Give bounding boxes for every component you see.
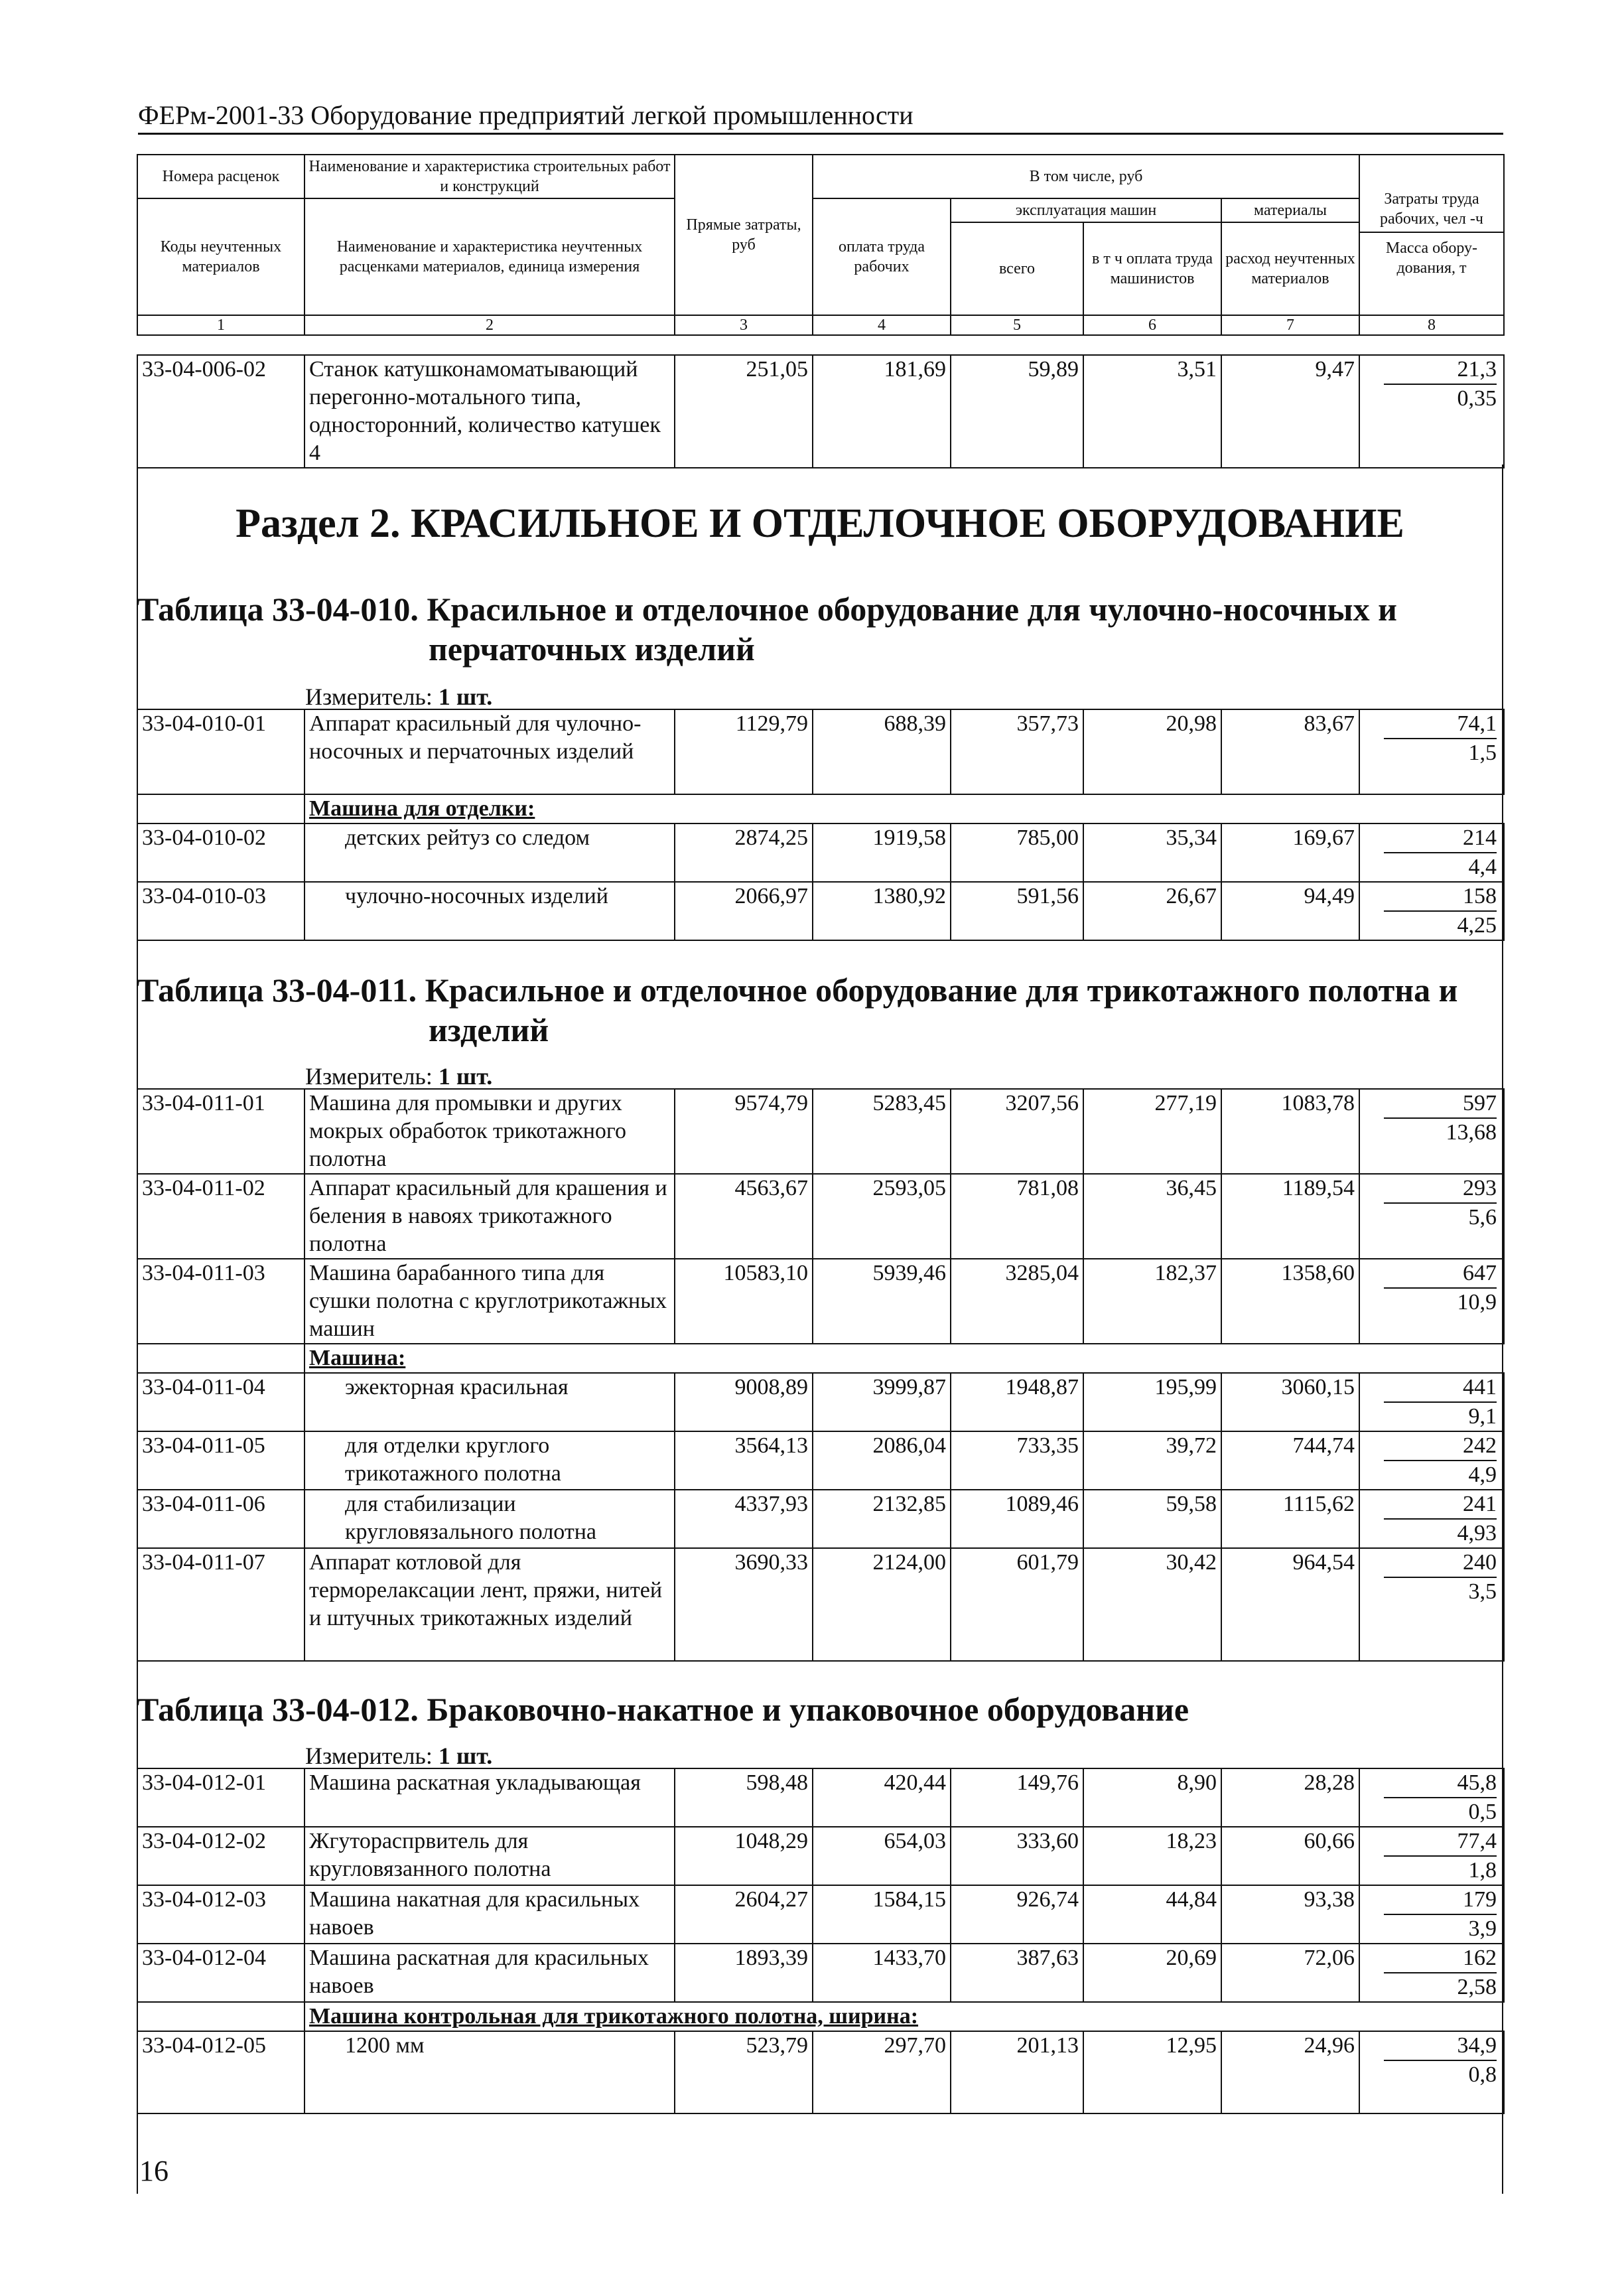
rate-name: эжекторная красильная — [304, 1373, 675, 1431]
labor-cost: 688,39 — [813, 709, 951, 794]
table-row — [137, 1768, 1504, 1827]
labor-cost: 1380,92 — [813, 882, 951, 940]
equipment-mass: 10,9 — [1457, 1290, 1497, 1315]
table-row — [137, 2031, 1504, 2113]
rate-code: 33-04-011-05 — [137, 1431, 304, 1490]
rate-code: 33-04-011-06 — [137, 1490, 304, 1548]
direct-cost: 2604,27 — [675, 1885, 813, 1944]
rate-name: Жгутораспрвитель для кругловязанного полотна — [304, 1827, 675, 1885]
rate-code: 33-04-011-03 — [137, 1259, 304, 1344]
section-title: Раздел 2. КРАСИЛЬНОЕ И ОТДЕЛОЧНОЕ ОБОРУДОВАНИЕ — [236, 501, 1404, 546]
rate-name: Машина раскатная для красильных навоев — [304, 1944, 675, 2002]
labor-mass — [1359, 1373, 1504, 1431]
subheading: Машина: — [304, 1344, 1504, 1373]
table-row — [137, 823, 1504, 882]
page-number: 16 — [139, 2155, 169, 2187]
table-row — [137, 1089, 1504, 1174]
col1-header-top: Номера расценок — [137, 155, 304, 198]
machinist-cost: 182,37 — [1083, 1259, 1221, 1344]
col-number: 2 — [304, 315, 675, 335]
rate-name: Машина раскатная укладывающая — [304, 1768, 675, 1827]
direct-cost: 9574,79 — [675, 1089, 813, 1174]
labor-hours: 158 — [1384, 883, 1497, 912]
labor-cost: 297,70 — [813, 2031, 951, 2113]
table-row — [137, 355, 1504, 468]
labor-cost: 5939,46 — [813, 1259, 951, 1344]
direct-cost: 1129,79 — [675, 709, 813, 794]
machine-cost: 3207,56 — [951, 1089, 1083, 1174]
material-cost: 1358,60 — [1221, 1259, 1359, 1344]
labor-cost: 1919,58 — [813, 823, 951, 882]
material-cost: 94,49 — [1221, 882, 1359, 940]
col8-header — [1359, 155, 1504, 315]
labor-mass — [1359, 1259, 1504, 1344]
unit-label: Измеритель: 1 шт. — [305, 1063, 493, 1090]
machine-cost: 926,74 — [951, 1885, 1083, 1944]
subheading-row — [137, 794, 1504, 823]
rate-code: 33-04-010-01 — [137, 709, 304, 794]
col8-header-top: Затраты труда рабочих, чел -ч — [1360, 186, 1503, 233]
unit-label: Измеритель: 1 шт. — [305, 1743, 493, 1769]
labor-hours: 597 — [1384, 1090, 1497, 1119]
machinist-cost: 20,98 — [1083, 709, 1221, 794]
direct-cost: 10583,10 — [675, 1259, 813, 1344]
labor-mass — [1359, 1548, 1504, 1661]
labor-hours: 21,3 — [1384, 356, 1497, 385]
machine-cost: 333,60 — [951, 1827, 1083, 1885]
labor-hours: 74,1 — [1384, 710, 1497, 739]
equipment-mass: 0,8 — [1468, 2062, 1497, 2087]
equipment-mass: 3,9 — [1468, 1916, 1497, 1941]
subheading-row — [137, 1344, 1504, 1373]
col8-header-bottom: Масса обору-дования, т — [1385, 240, 1478, 277]
machinist-cost: 44,84 — [1083, 1885, 1221, 1944]
unit-label: Измеритель: 1 шт. — [305, 683, 493, 710]
equipment-mass: 4,9 — [1468, 1463, 1497, 1487]
table-title-011-line1: Таблица 33-04-011. Красильное и отделочное оборудование для трикотажного полотна и — [137, 971, 1458, 1009]
col1-header-bottom: Коды неучтенных материалов — [137, 198, 304, 315]
table-012 — [137, 1768, 1505, 2114]
equipment-mass: 1,8 — [1468, 1858, 1497, 1883]
table-title-011 — [137, 970, 1503, 1050]
rate-name: детских рейтуз со следом — [304, 823, 675, 882]
col-number: 4 — [813, 315, 951, 335]
machinist-cost: 35,34 — [1083, 823, 1221, 882]
rate-name: Аппарат красильный для крашения и беления в навоях трикотажного полотна — [304, 1174, 675, 1259]
machinist-cost: 3,51 — [1083, 355, 1221, 468]
table-011 — [137, 1088, 1505, 1662]
machine-cost: 781,08 — [951, 1174, 1083, 1259]
page-header: ФЕРм-2001-33 Оборудование предприятий легкой промышленности — [138, 100, 1503, 135]
rate-code: 33-04-011-04 — [137, 1373, 304, 1431]
table-title-012-line1: Таблица 33-04-012. Браковочно-накатное и упаковочное оборудование — [137, 1691, 1189, 1728]
equipment-mass: 4,25 — [1457, 913, 1497, 938]
machinist-cost: 36,45 — [1083, 1174, 1221, 1259]
direct-cost: 1893,39 — [675, 1944, 813, 2002]
rate-code: 33-04-012-01 — [137, 1768, 304, 1827]
labor-cost: 181,69 — [813, 355, 951, 468]
machine-cost: 785,00 — [951, 823, 1083, 882]
equipment-mass: 13,68 — [1446, 1120, 1497, 1145]
labor-cost: 1584,15 — [813, 1885, 951, 1944]
material-cost: 24,96 — [1221, 2031, 1359, 2113]
labor-hours: 647 — [1384, 1259, 1497, 1289]
labor-hours: 77,4 — [1384, 1827, 1497, 1857]
table-row — [137, 1174, 1504, 1259]
equipment-mass: 0,35 — [1457, 386, 1497, 411]
labor-hours: 214 — [1384, 824, 1497, 853]
machinist-cost: 39,72 — [1083, 1431, 1221, 1490]
table-010 — [137, 709, 1505, 941]
table-row — [137, 709, 1504, 794]
machine-cost: 3285,04 — [951, 1259, 1083, 1344]
table-row — [137, 1827, 1504, 1885]
equipment-mass: 4,93 — [1457, 1521, 1497, 1545]
col3-header: Прямые затраты, руб — [675, 155, 813, 315]
labor-mass — [1359, 1827, 1504, 1885]
labor-mass — [1359, 1089, 1504, 1174]
table-row — [137, 1373, 1504, 1431]
table-row — [137, 1944, 1504, 2002]
direct-cost: 4563,67 — [675, 1174, 813, 1259]
table-title-011-line2: изделий — [429, 1011, 549, 1048]
col-number: 8 — [1359, 315, 1504, 335]
material-cost: 93,38 — [1221, 1885, 1359, 1944]
machine-cost: 201,13 — [951, 2031, 1083, 2113]
machinist-cost: 59,58 — [1083, 1490, 1221, 1548]
machinist-cost: 8,90 — [1083, 1768, 1221, 1827]
equipment-mass: 1,5 — [1468, 741, 1497, 765]
rate-code: 33-04-011-07 — [137, 1548, 304, 1661]
first-row-table — [137, 354, 1505, 468]
labor-hours: 45,8 — [1384, 1769, 1497, 1798]
rate-name: для стабилизации кругловязального полотна — [304, 1490, 675, 1548]
machinist-cost: 26,67 — [1083, 882, 1221, 940]
labor-mass — [1359, 1768, 1504, 1827]
rate-name: чулочно-носочных изделий — [304, 882, 675, 940]
labor-mass — [1359, 1431, 1504, 1490]
machine-cost: 591,56 — [951, 882, 1083, 940]
material-cost: 28,28 — [1221, 1768, 1359, 1827]
table-title-012 — [137, 1689, 1503, 1729]
material-cost: 9,47 — [1221, 355, 1359, 468]
machine-cost: 1089,46 — [951, 1490, 1083, 1548]
rate-name: Машина накатная для красильных навоев — [304, 1885, 675, 1944]
col-number: 6 — [1083, 315, 1221, 335]
material-cost: 72,06 — [1221, 1944, 1359, 2002]
machine-cost: 357,73 — [951, 709, 1083, 794]
machines-header: эксплуатация машин — [951, 198, 1221, 222]
col7-header: расход неучтенных материалов — [1221, 222, 1359, 315]
material-cost: 3060,15 — [1221, 1373, 1359, 1431]
table-row — [137, 1885, 1504, 1944]
labor-hours: 240 — [1384, 1549, 1497, 1578]
column-header-table — [137, 154, 1505, 336]
material-cost: 964,54 — [1221, 1548, 1359, 1661]
direct-cost: 2874,25 — [675, 823, 813, 882]
labor-hours: 441 — [1384, 1374, 1497, 1403]
rate-code: 33-04-012-05 — [137, 2031, 304, 2113]
material-cost: 169,67 — [1221, 823, 1359, 882]
machine-cost: 733,35 — [951, 1431, 1083, 1490]
labor-cost: 3999,87 — [813, 1373, 951, 1431]
machine-cost: 387,63 — [951, 1944, 1083, 2002]
machine-cost: 59,89 — [951, 355, 1083, 468]
rate-code: 33-04-012-03 — [137, 1885, 304, 1944]
rate-code: 33-04-010-03 — [137, 882, 304, 940]
machine-cost: 1948,87 — [951, 1373, 1083, 1431]
machinist-cost: 195,99 — [1083, 1373, 1221, 1431]
material-cost: 1189,54 — [1221, 1174, 1359, 1259]
labor-cost: 2132,85 — [813, 1490, 951, 1548]
direct-cost: 251,05 — [675, 355, 813, 468]
direct-cost: 1048,29 — [675, 1827, 813, 1885]
table-row — [137, 1431, 1504, 1490]
machinist-cost: 30,42 — [1083, 1548, 1221, 1661]
rate-name: Станок катушконамоматывающий перегонно-мотального типа, односторонний, количество катушек 4 — [304, 355, 675, 468]
labor-hours: 34,9 — [1384, 2032, 1497, 2061]
equipment-mass: 9,1 — [1468, 1404, 1497, 1429]
rate-code: 33-04-010-02 — [137, 823, 304, 882]
col-number: 7 — [1221, 315, 1359, 335]
direct-cost: 4337,93 — [675, 1490, 813, 1548]
col4-header: оплата труда рабочих — [813, 198, 951, 315]
labor-mass — [1359, 2031, 1504, 2113]
labor-hours: 179 — [1384, 1886, 1497, 1915]
col5-header: всего — [951, 222, 1083, 315]
rate-name: Машина для промывки и других мокрых обработок трикотажного полотна — [304, 1089, 675, 1174]
labor-hours: 241 — [1384, 1490, 1497, 1520]
labor-hours: 242 — [1384, 1432, 1497, 1461]
direct-cost: 3690,33 — [675, 1548, 813, 1661]
equipment-mass: 3,5 — [1468, 1579, 1497, 1604]
labor-cost: 2593,05 — [813, 1174, 951, 1259]
col-number: 3 — [675, 315, 813, 335]
rate-code: 33-04-012-04 — [137, 1944, 304, 2002]
labor-cost: 5283,45 — [813, 1089, 951, 1174]
labor-cost: 1433,70 — [813, 1944, 951, 2002]
machine-cost: 601,79 — [951, 1548, 1083, 1661]
equipment-mass: 5,6 — [1468, 1205, 1497, 1230]
labor-cost: 654,03 — [813, 1827, 951, 1885]
labor-cost: 2086,04 — [813, 1431, 951, 1490]
table-row — [137, 1490, 1504, 1548]
direct-cost: 598,48 — [675, 1768, 813, 1827]
rate-name: 1200 мм — [304, 2031, 675, 2113]
equipment-mass: 4,4 — [1468, 855, 1497, 879]
table-title-010-line2: перчаточных изделий — [429, 630, 755, 668]
material-cost: 744,74 — [1221, 1431, 1359, 1490]
machinist-cost: 277,19 — [1083, 1089, 1221, 1174]
labor-mass — [1359, 709, 1504, 794]
direct-cost: 523,79 — [675, 2031, 813, 2113]
machine-cost: 149,76 — [951, 1768, 1083, 1827]
material-cost: 1083,78 — [1221, 1089, 1359, 1174]
labor-mass — [1359, 823, 1504, 882]
subheading-row — [137, 2002, 1504, 2031]
col2-header-bottom: Наименование и характеристика неучтенных расценками материалов, единица измерения — [304, 198, 675, 315]
subheading: Машина для отделки: — [304, 794, 1504, 823]
rate-code: 33-04-011-01 — [137, 1089, 304, 1174]
machinist-cost: 20,69 — [1083, 1944, 1221, 2002]
rate-name: Машина барабанного типа для сушки полотна с круглотрикотажных машин — [304, 1259, 675, 1344]
rate-name: Аппарат котловой для терморелаксации лент, пряжи, нитей и штучных трикотажных изделий — [304, 1548, 675, 1661]
rate-code: 33-04-006-02 — [137, 355, 304, 468]
rate-code: 33-04-012-02 — [137, 1827, 304, 1885]
equipment-mass: 2,58 — [1457, 1975, 1497, 1999]
labor-hours: 293 — [1384, 1175, 1497, 1204]
equipment-mass: 0,5 — [1468, 1800, 1497, 1824]
material-cost: 60,66 — [1221, 1827, 1359, 1885]
machinist-cost: 12,95 — [1083, 2031, 1221, 2113]
in-total-header: В том числе, руб — [813, 155, 1359, 198]
table-title-010 — [137, 589, 1503, 669]
direct-cost: 9008,89 — [675, 1373, 813, 1431]
direct-cost: 3564,13 — [675, 1431, 813, 1490]
labor-hours: 162 — [1384, 1944, 1497, 1973]
materials-header: материалы — [1221, 198, 1359, 222]
labor-mass — [1359, 1490, 1504, 1548]
col-number: 1 — [137, 315, 304, 335]
labor-cost: 2124,00 — [813, 1548, 951, 1661]
col-number: 5 — [951, 315, 1083, 335]
machinist-cost: 18,23 — [1083, 1827, 1221, 1885]
direct-cost: 2066,97 — [675, 882, 813, 940]
table-title-010-line1: Таблица 33-04-010. Красильное и отделочное оборудование для чулочно-носочных и — [137, 591, 1397, 628]
labor-mass — [1359, 355, 1504, 468]
labor-mass — [1359, 1885, 1504, 1944]
rate-name: для отделки круглого трикотажного полотна — [304, 1431, 675, 1490]
subheading: Машина контрольная для трикотажного полотна, ширина: — [304, 2002, 1504, 2031]
table-row — [137, 1259, 1504, 1344]
labor-mass — [1359, 882, 1504, 940]
table-row — [137, 882, 1504, 940]
rate-code: 33-04-011-02 — [137, 1174, 304, 1259]
labor-mass — [1359, 1174, 1504, 1259]
col6-header: в т ч оплата труда машинистов — [1083, 222, 1221, 315]
labor-mass — [1359, 1944, 1504, 2002]
table-row — [137, 1548, 1504, 1661]
col2-header-top: Наименование и характеристика строительных работ и конструкций — [304, 155, 675, 198]
material-cost: 83,67 — [1221, 709, 1359, 794]
labor-cost: 420,44 — [813, 1768, 951, 1827]
material-cost: 1115,62 — [1221, 1490, 1359, 1548]
rate-name: Аппарат красильный для чулочно-носочных и перчаточных изделий — [304, 709, 675, 794]
